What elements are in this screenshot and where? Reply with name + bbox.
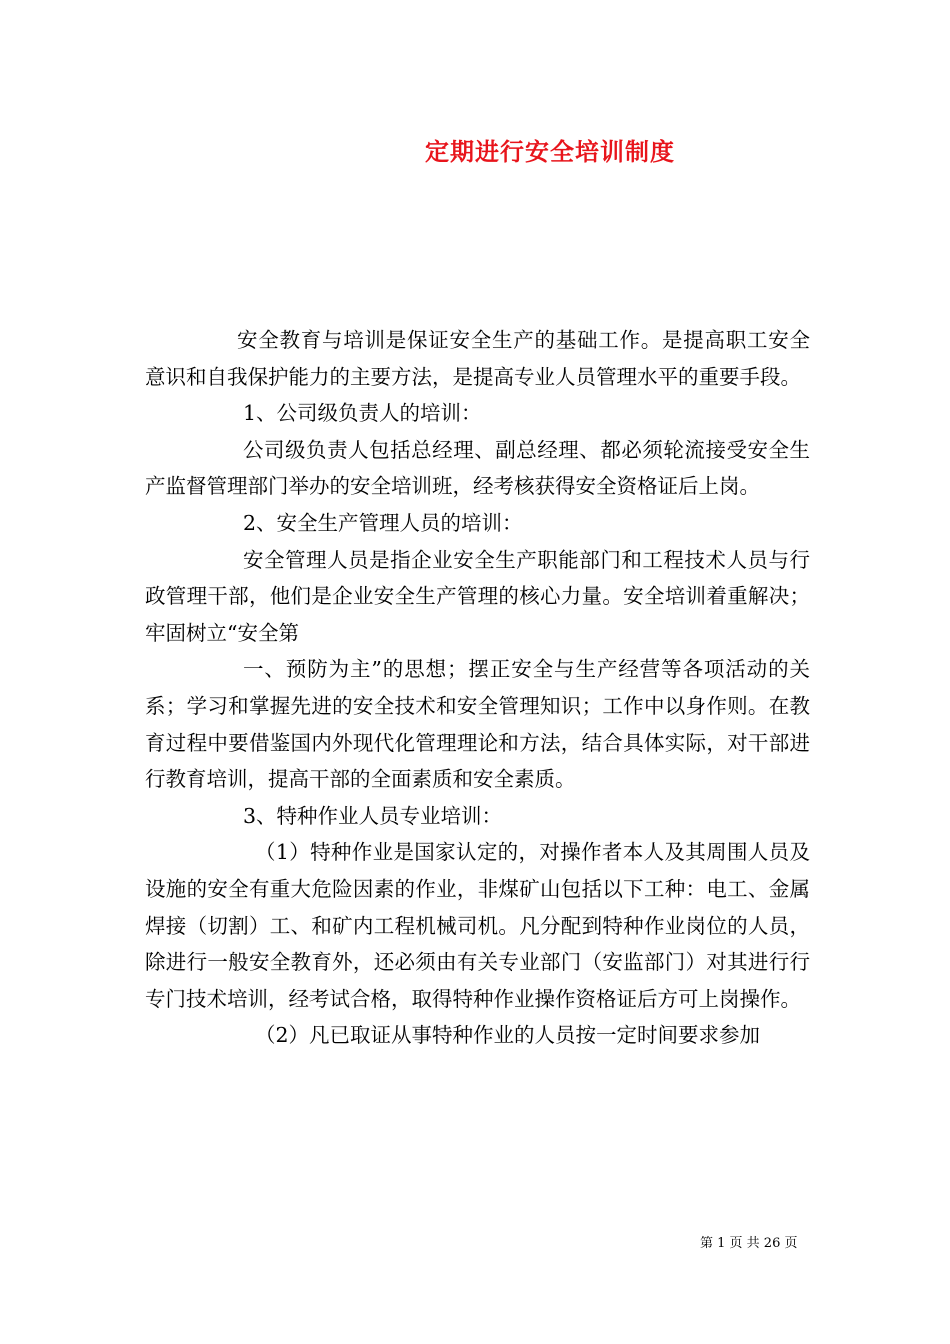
document-title: 定期进行安全培训制度 (425, 137, 675, 166)
paragraph-special-operators-1: （1）特种作业是国家认定的，对操作者本人及其周围人员及设施的安全有重大危险因素的作业，非煤矿山包括以下工种：电工、金属焊接（切割）工、和矿内工程机械司机。凡分配到特种作业岗位的人员，除进行一般安全教育外，还必须由有关专业部门（安监部门）对其进行行专门技术培训，经考试合格，取得特种作业操作资格证后方可上岗操作。 (145, 840, 810, 1011)
paragraph-safety-managers: 安全管理人员是指企业安全生产职能部门和工程技术人员与行政管理干部，他们是企业安全生产管理的核心力量。安全培训着重解决；牢固树立“安全第 (145, 547, 810, 645)
heading-special-operators: 3、特种作业人员专业培训： (243, 803, 503, 828)
paragraph-intro: 安全教育与培训是保证安全生产的基础工作。是提高职工安全意识和自我保护能力的主要方法，是提高专业人员管理水平的重要手段。 (145, 328, 810, 389)
paragraph-special-operators-2: （2）凡已取证从事特种作业的人员按一定时间要求参加 (255, 1023, 761, 1048)
paragraph-company-leaders: 公司级负责人包括总经理、副总经理、都必须轮流接受安全生产监督管理部门举办的安全培训班，经考核获得安全资格证后上岗。 (145, 437, 810, 499)
heading-safety-managers: 2、安全生产管理人员的培训： (243, 510, 523, 535)
paragraph-prevention: 一、预防为主”的思想；摆正安全与生产经营等各项活动的关系；学习和掌握先进的安全技术和安全管理知识；工作中以身作则。在教育过程中要借鉴国内外现代化管理理论和方法，结合具体实际，对干部进行教育培训，提高干部的全面素质和安全素质。 (145, 657, 810, 792)
page-number: 第 1 页 共 26 页 (700, 1236, 798, 1251)
document-body (145, 322, 810, 1054)
heading-company-leaders: 1、公司级负责人的培训： (243, 401, 482, 426)
